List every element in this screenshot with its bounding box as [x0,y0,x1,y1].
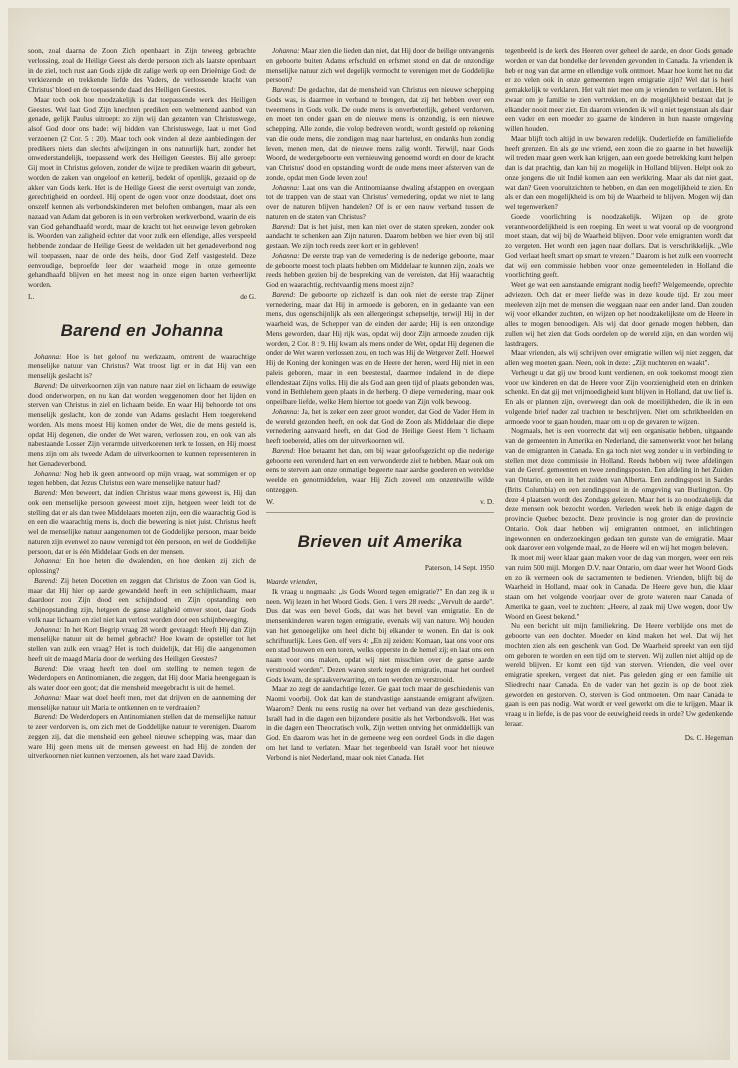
speaker-name: Barend: [272,289,296,299]
dialogue-text: Ja, het is zeker een zeer groot wonder, dat God de Vader Hem in de wereld gezonden heeft, en ook dat God de Zoon als Middelaar die diepe vernedering aanvaard heeft, en dat God de Heilige Geest Hem 't lichaam heeft toebereid, alles om der uitverkoornen wil. [266,406,494,445]
dialogue-text: Maar zien die lieden dan niet, dat Hij door de heilige ontvangenis en geboorte buiten Adams erfschuld en erfsmet stond en dat de onzondige menselijke natuur zich wel degelijk vermocht te verenigen met de Goddelijke persoon? [266,46,494,85]
speaker-name: Barend: [34,380,58,390]
dialogue-text: De eerste trap van de vernedering is de nederige geboorte, maar de geboorte moest toch plaats hebben om Middelaar te kunnen zijn, zoals we reeds hebben gezien bij de bespreking van de vereisten, dat Hij waarachtig God en waarachtig, rechtvaardig mens moest zijn? [266,250,495,289]
dialogue-turn [266,251,494,290]
dialogue-text: En hoe heten die dwalenden, en hoe denken zij zich de oplossing? [28,556,257,575]
speaker-name: Johanna: [34,624,62,634]
dialogue-turn [28,352,256,381]
dialogue-turn [266,290,494,407]
divider [266,512,494,513]
dialogue-turn [266,46,494,85]
paragraph: tegenbeeld is de kerk des Heeren over geheel de aarde, en door Gods genade worden er van dat bondelke der levenden gevonden in Canada. Ja vrienden ik heb er nog van dat arme en ellendige volk ontmoet. Maar hoe komt het nu dat er zo velen ook in onze gemeenten tegen emigratie zijn? Wel dat is heel gemakkelijk te verklaren. Het valt niet mee om je vrienden te verlaten. Het is zwaar om je familie te zien vertrekken, en de mogelijkheid bestaat dat je elkander nooit meer ziet. En daarom vrienden ik wil u niet tegenstaan als daar een vader en een moeder zo gaarne de kinderen in hun naaste omgeving willen houden. [505,46,733,133]
column-left [28,46,256,761]
speaker-name: Barend: [34,712,58,722]
signature-initial: L. [28,291,35,301]
dialogue-turn [28,469,256,489]
dialogue-text: Dat is het juist, men kan niet over de staten spreken, zonder ook aandacht te schenken aan Zijn naturen. Daarom hebben we hier even bij stil gestaan. We zijn toch reeds zeer kort er in gebleven! [266,221,494,250]
dialogue-text: Hoe is het geloof nu werkzaam, omtrent de waarachtige menselijke natuur van Christus? Wat troost ligt er in dat Hij van een menselijk geslacht is? [28,351,256,380]
speaker-name: Barend: [34,663,58,673]
speaker-name: Barend: [272,221,296,231]
dialogue-turn [28,712,256,761]
dialogue-turn [266,446,494,495]
signature-initial: W. [266,496,275,506]
speaker-name: Johanna: [34,692,62,702]
letter-signature: Ds. C. Hegeman [684,732,733,742]
article-signature [28,292,256,302]
paragraph: Goede voorlichting is noodzakelijk. Wijzen op de grote verantwoordelijkheid is een roeping. En weet u wat vooral op de voorgrond moet staan, dat wij bij de Waarheid blijven. Door vele emigranten wordt dat zo vergeten. Het wordt een jagen naar dollars. Dat is verschrikkelijk. „Wie God verlaat heeft smart op smart te vrezen." Daarom is het zulk een voorrecht dat wij een commissie hebben voor onze gemeenteleden in Holland die voorlichting geeft. [505,211,733,280]
paragraph: Nogmaals, het is een voorrecht dat wij een organisatie hebben, uitgaande van de gemeenten in Amerika en Nederland, die samenwerkt voor het belang van de emigranten in Canada. En ga toch niet weg zonder u in verbinding te stellen met deze commissie in Holland. Reeds hebben wij twee afdelingen van de Geref. gemeenten en twee zendingsposten. Een afdeling in het Zuiden van Ontario, en een in het zuiden van Alberta. Een zendingspost in Sardes (Brits Columbia) en een zendingspost in de omgeving van Burlington. Op deze 4 plaatsen wordt des Zondags gelezen. Maar het is zo noodzakelijk dat deze mensen ook bezocht worden. Verleden week heb ik enige dagen de provincie Quebec bezocht. Deze provincie is nog groter dan de provincie Ontario. Ook daar hebben wij emigranten ontmoet, en inlichtingen ingewonnen en onderzoekingen gedaan ten gunste van de emigratie. Maar ook daarover een volgende maal, zo de Heere wil en wij het mogen beleven. [505,426,733,553]
dialogue-turn [266,407,494,446]
paragraph: Ik vraag u nogmaals: „is Gods Woord tegen emigratie?" En dan zeg ik u neen. Wij lezen in het Woord Gods. Gen. 1 vers 28 reeds: „Vervult de aarde". Dus dat was een bevel Gods, dat was het bevel van emigratie. En de mensenkinderen waren tegen emigratie, evenals wij van nature. Wij houden van het genoegelijke om heel dicht bij elkander te wonen. En dat is ook schriftuurlijk. Lees Gen. elf vers 4: „En zij zeiden: Komaan, laat ons voor ons een stad bouwen en een toren, welks opperste in de hemel zij; en laat ons een naam voor ons maken, opdat wij niet misschien over de ganse aarde verstrooid worden". Dezen waren sterk tegen de emigratie, maar het oordeel Gods kwam, de spraakverwarring, en toen werden ze verstrooid. [266,586,494,684]
article-title: Brieven uit Amerika [297,532,463,552]
salutation: Waarde vrienden, [266,577,318,586]
paragraph: Verheugt u dat gij uw brood kunt verdienen, en ook toekomst moogt zien voor uw kinderen en dat de Heere voor Zijn voorzienigheid eten en drinken schenkt. En dat gij met vrijmoedigheid kunt blijven in Holland, dat uw lief is. En als er plannen zijn, overweegt dan ook de moeilijkheden, die ik in een volgende brief nader zal trachten te beschrijven. Niet om schrikbeelden en armoede voor te gaan houden, maar om u op de gevaren te wijzen. [505,367,733,426]
dialogue-text: De gedachte, dat de mensheid van Christus een nieuwe schepping Gods was, is daarmee in verband te brengen, dat zij het hebben over een tweemens in Gods volk. De oude mens is onverbeterlijk, geheel verdorven, en moet ten onder gaan en de nieuwe mens is onzondig, is een nieuwe schepping. Alle zonde, die volop bedreven wordt, wordt gesteld op rekening van die oude mens, die zondigen mag naar hartelust, en ondanks hun zondig leven, menen men, dat de nieuwe mens zalig wordt. Terwijl, naar Gods Woord, de wedergeboorte een vernieuwing genoemd wordt en door de kracht van Christus' dood en opstanding wordt de oude mens meer afsterven van de zonde, opdat men Gode leven zou! [266,85,495,182]
paragraph: Nu een bericht uit mijn familiekring. De Heere verblijde ons met de geboorte van een dochter. Moeder en kind maken het wel. Dat wij het mochten zien als een geschenk van God. De Waarheid spreekt van een tijd om geboren te worden en een tijd om te sterven. Wij zullen niet altijd op de wereld blijven. Er komt een tijd van sterven. Vrienden, die veel over emigratie spreken, vergeet dat niet. Pas geleden ging er een familie uit Sliedrecht naar Canada. En de vader van het gezin is op de boot ziek geworden en gestorven. O, sterven is God ontmoeten. Om naar Canada te gaan is een pas nodig. Wat wordt er veel gewerkt om die te krijgen. Maar ik vraag u in liefde, is de pas voor de eeuwigheid reeds in orde? Uw gedenkende leraar. [505,621,733,728]
signature-name: v. D. [480,496,494,506]
signature-name: de G. [240,291,256,301]
column-middle [266,46,494,762]
dialogue-turn [28,381,256,469]
dialogue-text: Laat ons van die Antinomiaanse dwaling afstappen en overgaan tot de trappen van de staat van Christus' vernedering, opdat we niet te lang over de naturen blijven handelen? Of is er een nauw verband tussen de naturen en de staten van Christus? [266,182,494,221]
dateline: Paterson, 14 Sept. 1950 [424,563,494,573]
speaker-name: Barend: [272,445,296,455]
dialogue-text: Men beweert, dat indien Christus waar mens geweest is, Hij dan ook een menselijke persoon geweest moet zijn, hetgeen weer leidt tot de stelling dat er als dan twee Middelaars moeten zijn, een die waarachtig God is en een die waarachtig mens is, doch die bewering is niet juist. Christus heeft wel de menselijke natuur aangenomen tot de Goddelijke persoon, maar beide naturen zijn evenwel zo nauw verenigd tot één persoon, en wel de Goddelijke persoon, dat er is één Middelaar Gods en der mensen. [28,488,256,556]
paragraph: Weet ge wat een aanstaande emigrant nodig heeft? Welgemeende, oprechte adviezen. Och dat er meer liefde was in deze koude tijd. Er zou meer meeleven zijn met de mensen die weggaan naar een ander land. Dan zouden wij voor elkander zuchten, en wijzen op het noodzakelijkste om de Heere in alles te mogen benoodigen. Als wij dat door genade mogen hebben, dan zullen wij het zien dat Gods oordelen op de wereld zijn, en dan worden wij lastdragers. [505,280,733,348]
dialogue-turn [28,664,256,693]
speaker-name: Barend: [34,575,58,585]
intro-article [28,46,256,302]
speaker-name: Johanna: [272,250,300,260]
paragraph: soon, zoal daarna de Zoon Zich openbaart in Zijn teweeg gebrachte verlossing, zoal de Heilige Geest als derde persoon zich als laatste openbaart in de ziel, toch rust aan Gods zijde dit zalige werk op een Drieënige God: de verkiezende en trekkende liefde des Vaders, de verlossende kracht van Christus' bloed en de toepassende daad des Heiligen Geestes. [28,46,256,94]
dialogue-text: Zij heten Docetten en zeggen dat Christus de Zoon van God is, maar dat Hij hier op aarde gewandeld heeft in een schijnlichaam, maar daardoor zou Zijn dood een schijndood en Zijn opstanding een schijnopstanding zijn, hetgeen de ganse zaligheid omver stoot, daar Gods volk naar lichaam en ziel niet kan verlost worden door een schijnbeweging. [28,575,256,624]
speaker-name: Johanna: [34,351,62,361]
dialogue-text: Nog heb ik geen antwoord op mijn vraag, wat sommigen er op tegen hebben, dat Jezus Christus een ware menselijke natuur had? [28,468,256,488]
dialogue-turn [28,576,256,625]
article-title: Barend en Johanna [60,320,224,340]
speaker-name: Johanna: [272,406,300,416]
dialogue-turn [266,183,494,222]
dialogue-text: In het Kort Begrip vraag 28 wordt gevraagd: Heeft Hij dan Zijn menselijke natuur uit de hemel gebracht? Hoe kwam de opsteller tot het stellen van zulk een vraag? Het is toch duidelijk, dat Hij die aangenomen heeft uit de maagd Maria door de werking des Heiligen Geestes? [28,624,256,663]
dialogue-text: Hoe betaamt het dan, om bij waar geloofsgezicht op die nederige geboorte een verenderd hart en een verwonderde ziel te hebben. Maar ook om eens te sterven aan onze onmatige begeerte naar aardse goederen en wereldse weelde en genotmiddelen, waar Hij Zich zoveel om onzentwille wilde ontzeggen. [266,445,494,494]
column-right [505,46,733,742]
speaker-name: Barend: [34,488,58,497]
dialogue-text: De geboorte op zichzelf is dan ook niet de eerste trap Zijner vernedering, maar dat Hij in armoede is geboren, en in gedaante van een mens, dus ogenschijnlijk als een allergeringst schepseltje, terwijl Hij in der waarheid was, de Schepper van de einden der aarde; Hij is een onzondige Mens geworden, daar Hij rijk was, opdat wij door Zijn armoede zouden rijk worden, 2 Cor. 8 : 9. Hij kwam als mens onder de Wet, opdat Hij degenen die onder de Wet waren verlossen zou, en toch was Hij de Wetgever Zelf. Hoewel Hij de Koning der koningen was en de Heere der heren, werd Hij niet in een paleis geboren, maar in een beestestal, daarmee indalend in de diepe ellendestaat Zijns volks. Hij die als God aan geen tijd of plaats gebonden was, vond in Bethlehem geen plaats in de herberg. O diepe vernedering, maar ook onpeilbare liefde, welke Hem hiertoe tot goede van Zijn volk bewoog. [266,289,494,406]
dialogue-turn [28,693,256,713]
dialogue-text: Maar wat doel heeft men, met dat drijven en de aanneming der menselijke natuur uit Maria te ontkennen en te verdraaien? [28,692,256,712]
dialogue-turn [266,85,494,183]
speaker-name: Johanna: [272,46,300,55]
article-signature [266,497,494,507]
dialogue-section [266,46,494,495]
dialogue-text: De Wederdopers en Antinomianen stellen dat de menselijke natuur te zeer verdorven is, om zich met de Goddelijke natuur te verenigen. Daarom zeggen zij, dat die mensheid een geheel nieuwe schepping was, maar dan ware Hij geen mens uit de mensen geweest en had Hij de zonden der uitverkoornen niet kunnen verzoenen, als het ware zaad Davids. [28,712,256,761]
dialogue-turn [28,488,256,556]
paragraph: Maar zo zegt de aandachtige lezer. Ge gaat toch maar de geschiedenis van Naomi voorbij. Ook dat kan de standvastige aanstaande emigrant afwijzen. Waarom? Denk nu eens rustig na over het verband van deze geschiedenis, Israël had in die dagen een bijzondere positie als het Verbondsvolk. Het was in die dagen een Theocratisch volk, Zijn wetten ontving het onmiddellijk van God. En daarom was het in de gemeene weg een oordeel Gods in die dagen om het land te verlaten. Maar het tegenbeeld van Israël voor het nieuwe Verbond is niet Nederland, maar ook niet Canada. Het [266,684,494,762]
dialogue-text: Die vraag heeft ten doel om stelling te nemen tegen de Wederdopers en Antinomianen, die zeggen, dat Hij door Maria heengegaan is als water door een goot; dat die mensheid meegebracht is uit de hemel. [28,663,256,692]
dialogue-turn [266,222,494,251]
speaker-name: Johanna: [34,468,62,478]
paragraph: Ik moet mij weer klaar gaan maken voor de dag van morgen, weer een reis van ruim 500 mijl. Morgen D.V. naar Ontario, om daar weer het Woord Gods en zo ik vermeen ook de sacramenten te bedienen. Vrienden, blijft bij de Waarheid in Holland, maar ook in Canada. De Heere geve hun, die klaar staan om het volgende voorjaar over de grote wateren naar Canada of Amerika te gaan, veel te zuchten: „Heere, al zaak mij Uwe wegen, door Uw Woord en Geest bekend." [505,553,733,621]
dialogue-turn [28,625,256,664]
paragraph: Maar toch ook hoe noodzakelijk is dat toepassende werk des Heiligen Geestes. Wel laat God Zijn knechten prediken een welmenend aanbod van genade, gelijk Paulus uitroept: zo zijn wij dan gezanten van Christuswege, alsof God door ons bade: wij bidden van Christuswege, laat u met God verzoenen (2 Cor. 5 : 20). Maar toch ook vinden al deze aanbiedingen der predikers niets dan slechts afwijzingen in ons natuurlijk hart, zonder het onwederstandelijk, toepassend werk des Heiligen Geestes. Bij alle geroep: Gij moet in Christus geloven, zonder de wijze te prediken waarin dit gebeurt, worden de zaken van ongeloof en ketterij, bedekt of openlijk, gezaaid op de akker van Gods kerk. Het is de Heilige Geest die eerst overtuigt van zonde, gerechtigheid en oordeel. Hij opent de ogen voor onze doodstaat, doet ons onszelf kennen als verbondskinderen met beloften ombangen, maar als een nazaad van Adam dat geboren is in een verbroken werkverbond, waarin de eis van God gehandhaafd wordt, maar de kracht tot het eeuwige leven gebroken is. Woorden van zaligheid echter dat voor zulk een ellendige, alles verspeeld hebbende zondaar de Heilige Geest de weldaden uit het genadeverbond nog wil toepassen, naar de orde des heils, door God Zelf vastgesteld. Deze eenvoudige, beproefde leer der waarheid moge in onze gemeente gehandhaafd blijven en het meest nog in onze eigen harten verheerlijkt worden. [28,94,256,289]
speaker-name: Johanna: [272,182,300,192]
paragraph: Maar blijft toch altijd in uw bewaren redelijk. Ouderliefde en familieliefde heeft grenzen. En als ge uw vriend, een zoon die zo gaarne in het huwelijk wil treden maar geen werk kan krijgen, aan een goede betrekking kunt helpen dan is dat prachtig, dan kan hij zo mogelijk in Holland blijven. Helpt ook zo onze jongens die uit Indië komen aan een werkkring. Maar als dat niet gaat, wat dan? Geen vooruitzichten te hebben, en dan een mogelijkheid te zien. En als er dan een mogelijkheid is om bij de Waarheid te blijven. Mogen wij dan wel tegenwerken? [505,133,733,211]
newspaper-page [8,8,733,1060]
speaker-name: Barend: [272,85,296,94]
dialogue-turn [28,556,256,576]
paragraph: Maar vrienden, als wij schrijven over emigratie willen wij niet zeggen, dat allen weg moeten gaan. Neen, ook in deze: „Zijt nuchteren en waakt". [505,348,733,367]
dialogue-section [28,352,256,762]
speaker-name: Johanna: [34,556,62,566]
dialogue-text: De uitverkoornen zijn van nature naar ziel en lichaam de eeuwige dood onderworpen, en nu kan dat worden weggenomen door het lijden en sterven van Christus in ziel en lichaam beide. En waar Hij behoorde tot ons menselijk geslacht, kon de zonde van Adams geslacht Hem toegerekend worden. Als mens moest Hij komen onder de Wet, die de mens gesteld is, opdat Hij degenen, die onder de Wet waren, verlossen zou, en ook van als nabestaande Losser Zijn verarmde uitverkorenen terk te lossen, en Hij moest mens zijn om als tweede Adam de uitverkoornen te kunnen representeren in het Genadeverbond. [28,380,256,468]
